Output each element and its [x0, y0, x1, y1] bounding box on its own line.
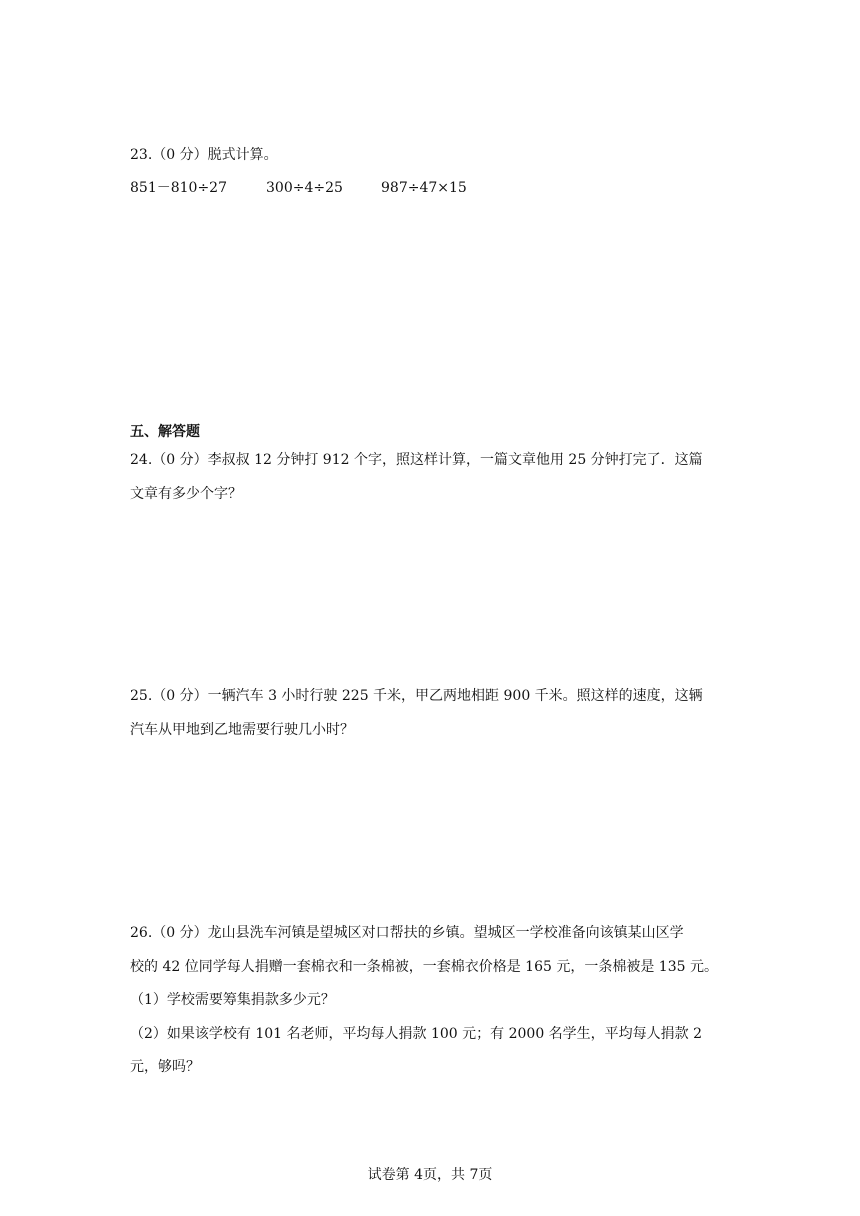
- question-24-line-2: 文章有多少个字？: [130, 486, 242, 502]
- question-26-line-1: 26.（0 分）龙山县洗车河镇是望城区对口帮扶的乡镇。望城区一学校准备向该镇某山区学: [130, 925, 684, 941]
- expression-2: 300÷4÷25: [266, 180, 343, 196]
- expression-1: 851－810÷27: [130, 180, 227, 196]
- question-23-title: 23.（0 分）脱式计算。: [130, 147, 278, 163]
- question-26-line-2: 校的 42 位同学每人捐赠一套棉衣和一条棉被，一套棉衣价格是 165 元，一条棉被是 135 元。: [130, 959, 718, 975]
- question-25-line-2: 汽车从甲地到乙地需要行驶几小时？: [130, 722, 354, 738]
- question-26-sub-2-line-1: （2）如果该学校有 101 名老师，平均每人捐款 100 元；有 2000 名学生，平均每人捐款 2: [130, 1026, 703, 1042]
- question-26-sub-1: （1）学校需要筹集捐款多少元？: [130, 992, 335, 1008]
- page-footer: 试卷第 4页，共 7页: [367, 1167, 493, 1183]
- question-25-line-1: 25.（0 分）一辆汽车 3 小时行驶 225 千米，甲乙两地相距 900 千米。照这样的速度，这辆: [130, 688, 703, 704]
- question-24-line-1: 24.（0 分）李叔叔 12 分钟打 912 个字，照这样计算，一篇文章他用 25 分钟打完了．这篇: [130, 452, 703, 468]
- expression-3: 987÷47×15: [381, 180, 467, 196]
- question-26-sub-2-line-2: 元，够吗？: [130, 1059, 200, 1075]
- section-heading: 五、解答题: [130, 424, 200, 440]
